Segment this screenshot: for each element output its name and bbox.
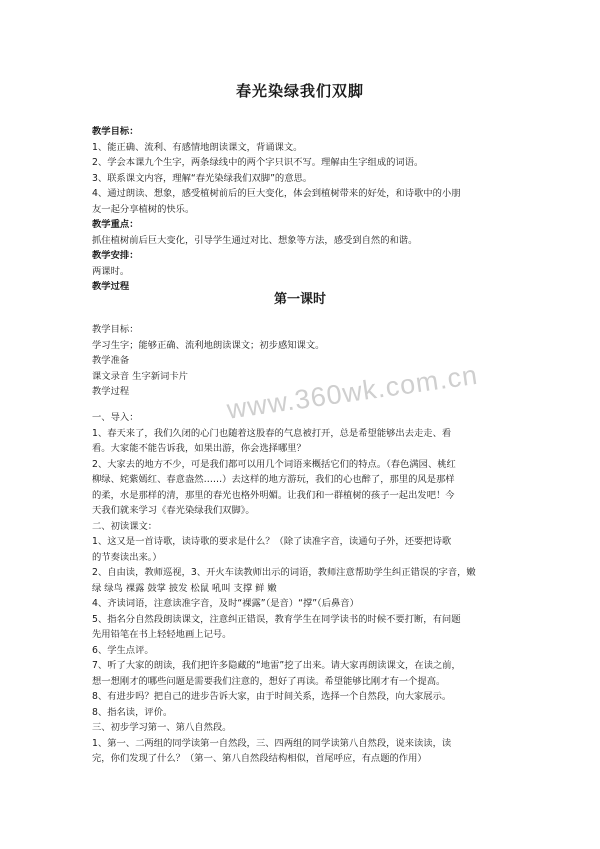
process-line: 柳绿、姹紫嫣红、春意盎然……）去这样的地方游玩，我们的心也醉了，那里的风是那样 bbox=[92, 474, 455, 485]
intro-line: 教学准备 bbox=[92, 355, 130, 366]
process-line: 2、大家去的地方不少，可是我们都可以用几个词语来概括它们的特点。（春色满园、桃红 bbox=[92, 458, 456, 470]
process-line: 2、自由读，教师巡视，3、开火车读教师出示的词语，教师注意帮助学生纠正错误的字音，嫩 bbox=[92, 567, 476, 578]
overview-line: 4、通过朗读、想象，感受植树前后的巨大变化，体会到植树带来的好处，和诗歌中的小朋 bbox=[92, 188, 461, 199]
overview-line: 1、能正确、流利、有感情地朗读课文，背诵课文。 bbox=[92, 141, 303, 153]
overview-line: 教学安排： bbox=[92, 250, 139, 261]
process-line: 1、这又是一首诗歌，读诗歌的要求是什么？（除了读准字音，读通句子外，还要把诗歌 bbox=[92, 536, 452, 547]
process-line: 5、指名分自然段朗读课文，注意纠正错误，教育学生在同学读书的时候不要打断，有问题 bbox=[92, 613, 461, 625]
document-title: 春光染绿我们双脚 bbox=[235, 82, 364, 100]
lesson-process bbox=[92, 410, 512, 767]
overview-line: 3、联系课文内容，理解“春光染绿我们双脚”的意思。 bbox=[92, 172, 313, 184]
process-line: 二、初读课文： bbox=[92, 520, 158, 532]
process-line: 8、有进步吗？把自己的进步告诉大家，由于时间关系，选择一个自然段，向大家展示。 bbox=[92, 691, 452, 702]
teaching-overview bbox=[92, 124, 512, 295]
process-line: 7、听了大家的朗读，我们把许多隐藏的“地雷”挖了出来。请大家再朗读课文，在读之前， bbox=[92, 660, 461, 671]
process-line: 1、第一、二两组的同学读第一自然段，三、四两组的同学读第八自然段，说来读读，读 bbox=[92, 737, 452, 749]
overview-line: 教学过程 bbox=[92, 281, 130, 292]
intro-line: 教学过程 bbox=[92, 386, 130, 397]
process-line: 一、导入： bbox=[92, 412, 139, 423]
overview-line: 友一起分享植树的快乐。 bbox=[92, 203, 195, 215]
process-line: 的柔，水是那样的清，那里的春光也格外明媚。让我们和一群植树的孩子一起出发吧！今 bbox=[92, 489, 455, 501]
overview-line: 教学目标： bbox=[92, 126, 139, 137]
intro-line: 教学目标： bbox=[92, 324, 139, 335]
watermark-text: www.360wk.com.cn bbox=[225, 359, 480, 425]
process-line: 1、春天来了，我们久闭的心门也随着这股春的气息被打开，总是希望能够出去走走、看 bbox=[92, 427, 452, 439]
process-line: 先用铅笔在书上轻轻地画上记号。 bbox=[92, 629, 232, 640]
overview-line: 教学重点： bbox=[92, 219, 139, 230]
process-line: 三、初步学习第一、第八自然段。 bbox=[92, 722, 232, 733]
process-line: 的节奏读出来。） bbox=[92, 551, 162, 563]
process-line: 完，你们发现了什么？（第一、第八自然段结构相似，首尾呼应，有点题的作用） bbox=[92, 753, 427, 764]
process-line: 天我们就来学习《春光染绿我们双脚》。 bbox=[92, 505, 255, 516]
process-line: 6、学生点评。 bbox=[92, 644, 154, 656]
overview-line: 抓住植树前后巨大变化，引导学生通过对比、想象等方法，感受到自然的和谐。 bbox=[92, 234, 418, 246]
process-line: 8、指名读，评价。 bbox=[92, 706, 173, 718]
intro-line: 学习生字；能够正确、流利地朗读课文；初步感知课文。 bbox=[92, 339, 325, 351]
process-line: 4、齐读词语，注意读准字音，及时“裸露”（是音）“撑”（后鼻音） bbox=[92, 598, 359, 609]
process-line: 想一想刚才的哪些问题是需要我们注意的，想好了再读。希望能够比刚才有一个提高。 bbox=[92, 675, 446, 687]
overview-line: 两课时。 bbox=[92, 265, 130, 277]
process-line: 绿 绿鸟 裸露 鼓掌 披发 松鼠 吼叫 支撑 鲜 嫩 bbox=[92, 582, 277, 594]
overview-line: 2、学会本课九个生字，两条绿线中的两个字只识不写。理解由生字组成的词语。 bbox=[92, 157, 424, 168]
lesson-subtitle: 第一课时 bbox=[273, 292, 326, 307]
intro-line: 课文录音 生字新词卡片 bbox=[92, 370, 188, 382]
process-line: 看。大家能不能告诉我，如果出游，你会选择哪里？ bbox=[92, 443, 306, 454]
